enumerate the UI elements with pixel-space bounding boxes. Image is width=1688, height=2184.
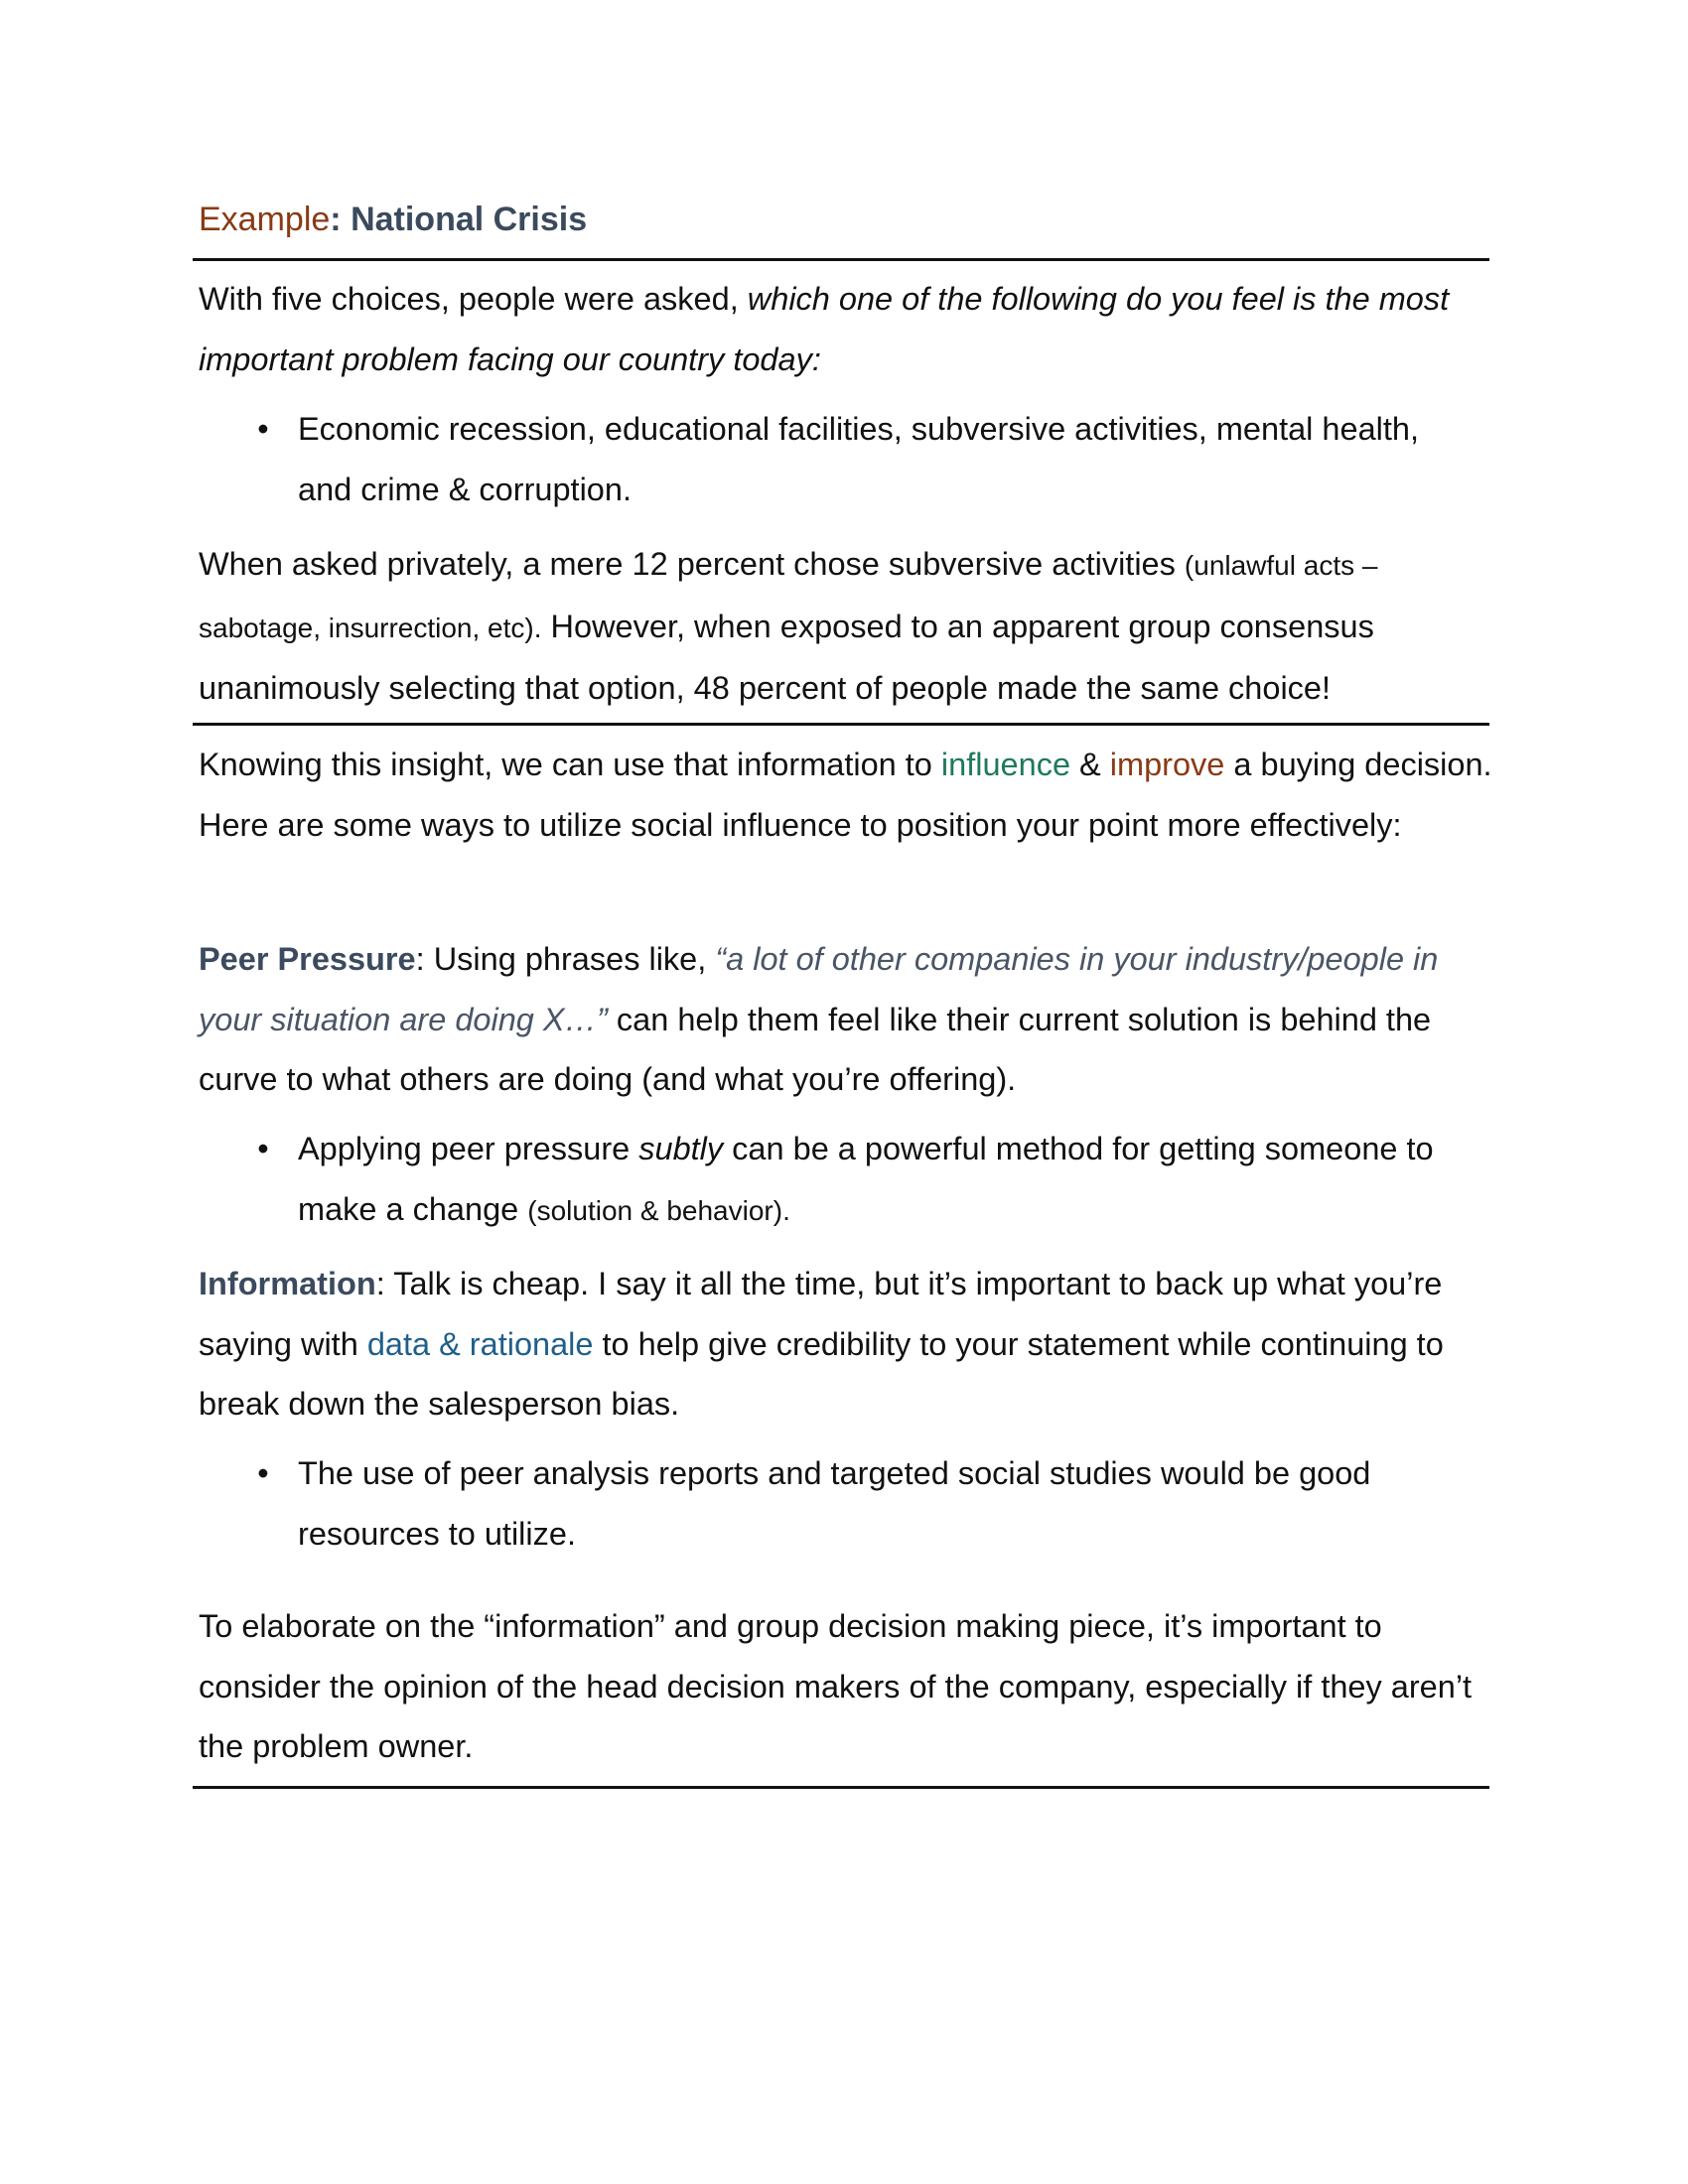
paragraph-peer-pressure xyxy=(199,929,1494,1110)
peer-pressure-quote: “a lot of other companies in your industry/people in your situation are doing X…” xyxy=(199,941,1439,1037)
information-lead: : Talk is cheap. I say it all the time, but it’s important to back up what you’re saying with xyxy=(199,1266,1443,1362)
heading-prefix: Example xyxy=(199,201,331,238)
bullet-marker: • xyxy=(257,411,269,447)
results-rest: However, when exposed to an apparent group consensus unanimously selecting that option, 48 percent of people made the same choice! xyxy=(199,608,1374,706)
subtly-lead: Applying peer pressure xyxy=(298,1131,639,1166)
subtly-mid: can be a powerful method for getting someone to make a change xyxy=(298,1131,1434,1227)
paragraph-information xyxy=(199,1254,1494,1434)
insight-rest: a buying decision. Here are some ways to utilize social influence to position your point more effectively: xyxy=(199,747,1492,843)
list-item-reports xyxy=(257,1443,1450,1564)
survey-lead: With five choices, people were asked, xyxy=(199,281,748,317)
insight-lead: Knowing this insight, we can use that information to xyxy=(199,747,941,782)
section-heading xyxy=(199,197,587,242)
keyword-data-rationale: data & rationale xyxy=(366,1325,594,1362)
paragraph-insight xyxy=(199,735,1494,855)
elaborate-text: To elaborate on the “information” and group decision making piece, it’s important to consider the opinion of the head decision makers of the company, especially if they aren’t the problem owner. xyxy=(199,1608,1473,1764)
list-item-choices xyxy=(257,399,1450,519)
survey-question: which one of the following do you feel is the most important problem facing our country today: xyxy=(199,281,1450,377)
subtly-emphasis: subtly xyxy=(638,1131,724,1166)
list-item-subtly xyxy=(257,1119,1450,1241)
information-rest: to help give credibility to your statement while continuing to break down the salesperson bias. xyxy=(199,1325,1444,1422)
divider-rule xyxy=(193,723,1489,726)
keyword-improve: improve xyxy=(1109,747,1225,782)
divider-rule xyxy=(193,1786,1489,1789)
divider-rule xyxy=(193,258,1489,261)
keyword-influence: influence xyxy=(940,747,1071,782)
results-aside: (unlawful acts – sabotage, insurrection, etc). xyxy=(199,550,1378,643)
paragraph-survey xyxy=(199,269,1494,389)
peer-pressure-rest: can help them feel like their current solution is behind the curve to what others are doing (and what you’re offering). xyxy=(199,1001,1432,1097)
bullet-marker: • xyxy=(257,1131,269,1166)
choices-text: Economic recession, educational facilities, subversive activities, mental health, and crime & corruption. xyxy=(298,411,1420,507)
heading-topic: National Crisis xyxy=(351,201,588,238)
peer-pressure-intro: : Using phrases like, xyxy=(415,941,716,977)
results-lead: When asked privately, a mere 12 percent chose subversive activities xyxy=(199,546,1185,582)
term-peer-pressure: Peer Pressure xyxy=(199,941,416,977)
bullet-marker: • xyxy=(257,1455,269,1491)
reports-text: The use of peer analysis reports and targeted social studies would be good resources to utilize. xyxy=(298,1455,1371,1552)
subtly-aside: (solution & behavior). xyxy=(527,1194,790,1226)
term-information: Information xyxy=(199,1266,376,1301)
paragraph-results xyxy=(199,534,1494,719)
paragraph-elaborate xyxy=(199,1596,1494,1777)
keyword-ampersand: & xyxy=(1070,747,1110,782)
heading-colon: : xyxy=(330,201,342,238)
